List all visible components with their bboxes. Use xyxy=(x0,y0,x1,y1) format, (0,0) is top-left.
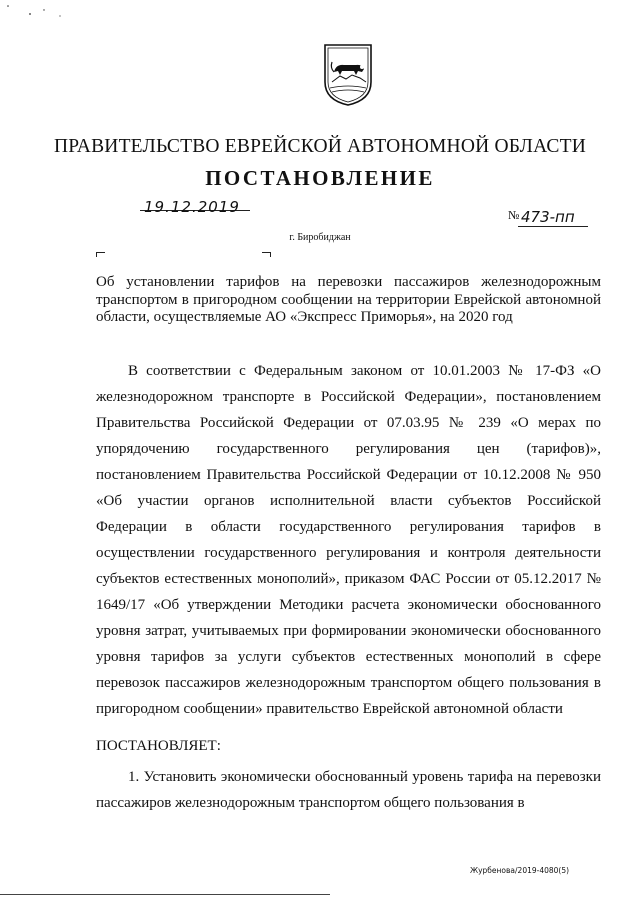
bottom-rule xyxy=(0,894,330,895)
decree-heading: ПОСТАНОВЛЯЕТ: xyxy=(96,738,221,754)
decree-items xyxy=(96,764,601,816)
preamble-paragraph: В соответствии с Федеральным законом от 10.01.2003 № 17-ФЗ «О железнодорожном транспорте в Российской Федерации», постановлением Правительства Российской Федерации от 07.03.95 № 239 «О мерах по упорядочению государственного регулирования цен (тарифов)», постановлением Правительства Российской Федерации от 10.12.2008 № 950 «Об участии органов исполнительной власти субъектов Российской Федерации в области государственного регулирования тарифов в осуществлении государственного регулирования и контроля деятельности субъектов естественных монополий», приказом ФАС России от 05.12.2017 № 1649/17 «Об утверждении Методики расчета экономически обоснованного уровня затрат, учитываемых при формировании экономически обоснованного уровня тарифов за услуги субъектов естественных монополий в сфере перевозок пассажиров железнодорожным транспортом общего пользования в пригородном сообщении» правительство Еврейской автономной области xyxy=(96,363,601,717)
decree-item-1: 1. Установить экономически обоснованный уровень тарифа на перевозки пассажиров железнодорожным транспортом общего пользования в xyxy=(96,769,601,811)
government-title: ПРАВИТЕЛЬСТВО ЕВРЕЙСКОЙ АВТОНОМНОЙ ОБЛАСТИ xyxy=(53,136,587,157)
document-type: ПОСТАНОВЛЕНИЕ xyxy=(205,166,435,190)
document-body xyxy=(96,358,601,722)
subject-bracket-left xyxy=(96,252,105,257)
executor-reference: Журбенова/2019-4080(5) xyxy=(470,866,570,875)
tiger-coat-of-arms-icon xyxy=(322,42,374,108)
city-name: г. Биробиджан xyxy=(289,232,351,243)
subject-bracket-right xyxy=(262,252,271,257)
document-subject: Об установлении тарифов на перевозки пассажиров железнодорожным транспортом в пригородном сообщении на территории Еврейской автономной области, осуществляемые АО «Экспресс Приморья», на 2020 год xyxy=(96,274,601,325)
document-date: 19.12.2019 xyxy=(144,198,240,216)
number-label: № xyxy=(508,208,520,222)
document-number: 473-пп xyxy=(521,208,575,226)
scan-specks xyxy=(0,0,80,24)
number-underline xyxy=(518,226,588,227)
